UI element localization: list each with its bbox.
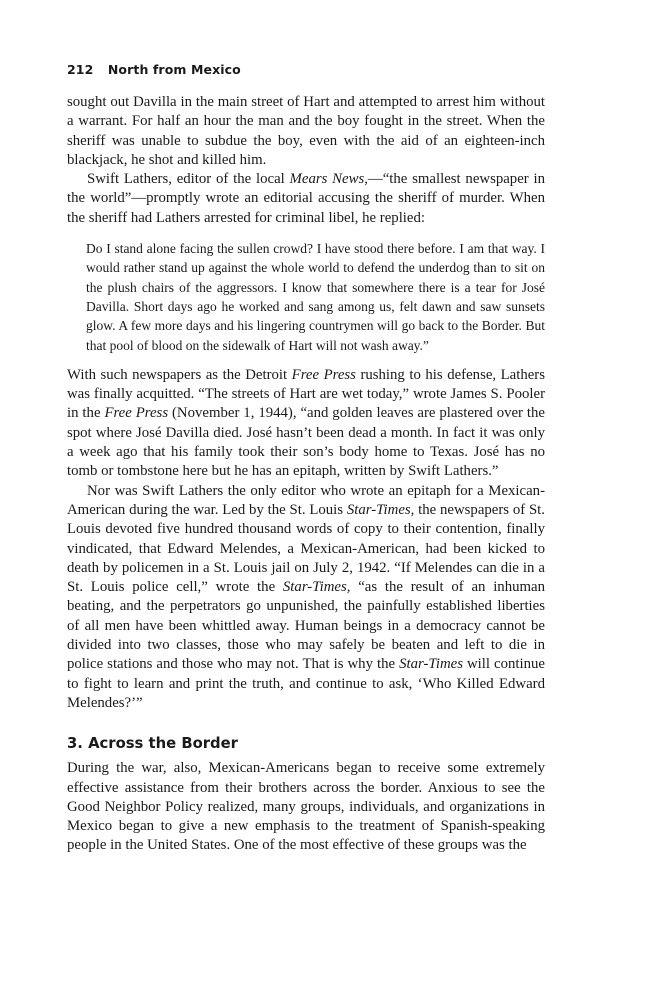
block-quote: Do I stand alone facing the sullen crowd? I have stood there before. I am that way. I would rather stand up against the whole world to defend the underdog than to sit on the plush chairs of the aggressors. I know that somewhere there is a tear for José Davilla. Short days ago he worked and sang among us, felt dawn and saw sunsets glow. A few more days and his lingering countrymen will go back to the Border. But that pool of blood on the sidewalk of Hart will not wash away.”	[86, 241, 545, 353]
newspaper-title: Star-Times	[399, 656, 463, 673]
running-title: North from Mexico	[107, 62, 241, 77]
page-number: 212	[67, 62, 94, 77]
newspaper-title: Star-Times,	[282, 579, 351, 596]
text-run: the newspapers of St. Louis devoted five hundred thousand words of copy to their contention, finally vindicated, that Edward Melendes, a Mexican-American, had been kicked to death by policemen in a St. Louis jail on July 2, 1942. “If Melendes can die in a St. Louis police cell,” wrote the	[67, 501, 545, 596]
paragraph-4	[67, 482, 545, 714]
text-run: With such newspapers as the Detroit	[67, 366, 292, 383]
paragraph-3	[67, 366, 545, 482]
newspaper-title: Star-Times,	[346, 501, 415, 518]
newspaper-title: Free Press	[291, 366, 356, 383]
newspaper-title: Free Press	[104, 405, 169, 422]
text-run: “as the result of an inhuman beating, and the perpetrators go unpunished, the painfully established liberties of all men have been whittled away. Human beings in a democracy cannot be divided into two classes, those who may safely be beaten and left to die in police stations and those who may not. That is why the	[67, 579, 545, 673]
paragraph-5: During the war, also, Mexican-Americans began to receive some extremely effective assistance from their brothers across the border. Anxious to see the Good Neighbor Policy realized, many groups, individuals, and organizations in Mexico began to give a new emphasis to the treatment of Spanish-speaking people in the United States. One of the most effective of these groups was the	[67, 760, 545, 854]
text-run: will continue to fight to learn and print the truth, and continue to ask, ‘Who Killed Edward Melendes?’”	[67, 656, 545, 711]
paragraph-1: sought out Davilla in the main street of Hart and attempted to arrest him without a warrant. For half an hour the man and the boy fought in the street. When the sheriff was unable to subdue the boy, even with the aid of an eighteen-inch blackjack, he shot and killed him.	[67, 94, 545, 168]
text-run: (November 1, 1944), “and golden leaves are plastered over the spot where José Davilla died. José hasn’t been dead a month. In fact it was only a week ago that his family took their son’s body home to Texas. José has no tomb or tombstone here but he has an epitaph, written by Swift Lathers.”	[67, 405, 545, 480]
text-run: Swift Lathers, editor of the local	[87, 171, 290, 188]
section-heading: 3. Across the Border	[67, 735, 238, 753]
text-run: Nor was Swift Lathers the only editor who wrote an epitaph for a Mexican-American during the war. Led by the St. Louis	[67, 482, 545, 518]
text-run: rushing to his defense, Lathers was finally acquitted. “The streets of Hart are wet today,” wrote James S. Pooler in the	[67, 366, 545, 422]
book-page	[67, 62, 545, 856]
paragraph-2	[67, 170, 545, 228]
newspaper-title: Mears News	[289, 171, 365, 188]
running-header	[67, 62, 545, 77]
text-run: ,—“the smallest newspaper in the world”—promptly wrote an editorial accusing the sheriff of murder. When the sheriff had Lathers arrested for criminal libel, he replied:	[67, 171, 545, 226]
